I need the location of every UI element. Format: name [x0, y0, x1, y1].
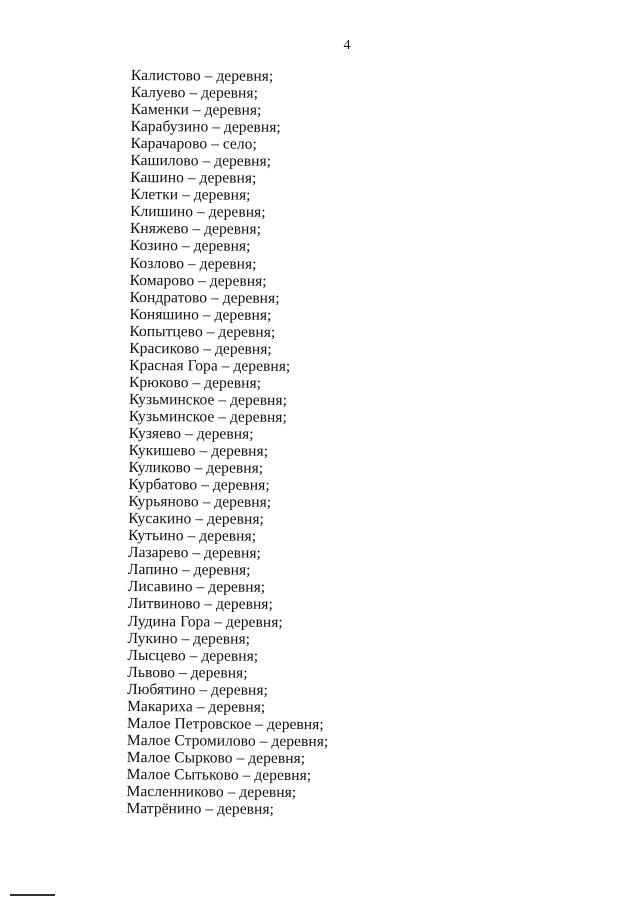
list-item: Малое Петровское – деревня; [126, 714, 324, 733]
list-item: Масленниково – деревня; [126, 782, 297, 801]
list-item: Клишино – деревня; [130, 203, 266, 222]
list-item: Малое Сырково – деревня; [126, 748, 306, 767]
page-number: 4 [343, 38, 351, 53]
list-item: Лапино – деревня; [127, 561, 251, 580]
list-item: Красная Гора – деревня; [129, 356, 291, 375]
list-item: Козино – деревня; [129, 237, 251, 256]
list-item: Лазарево – деревня; [127, 544, 261, 563]
list-item: Литвиново – деревня; [127, 595, 273, 614]
footer-rule [10, 894, 55, 896]
list-item: Лисавино – деревня; [127, 578, 266, 597]
list-item: Карабузино – деревня; [130, 118, 281, 137]
list-item: Клетки – деревня; [130, 186, 251, 205]
list-item: Кузяево – деревня; [128, 424, 254, 443]
list-item: Копытцево – деревня; [129, 322, 276, 341]
list-item: Малое Сытьково – деревня; [126, 765, 312, 785]
list-item: Львово – деревня; [127, 663, 248, 682]
list-item: Кузьминское – деревня; [128, 407, 287, 426]
list-item: Кондратово – деревня; [129, 288, 280, 307]
list-item: Карачарово – село; [130, 135, 257, 153]
list-item: Крюково – деревня; [129, 373, 262, 392]
list-item: Лудина Гора – деревня; [127, 612, 283, 631]
list-item: Лукино – деревня; [127, 629, 251, 648]
list-item: Лысцево – деревня; [127, 646, 259, 665]
list-item: Красиково – деревня; [129, 339, 272, 358]
list-item: Коняшино – деревня; [129, 305, 272, 324]
list-item: Каменки – деревня; [130, 101, 262, 119]
list-item: Куликово – деревня; [128, 459, 264, 477]
list-item: Козлово – деревня; [129, 254, 257, 273]
list-item: Макариха – деревня; [127, 697, 266, 716]
list-item: Курьяново – деревня; [128, 493, 272, 512]
list-item: Кашино – деревня; [130, 169, 257, 188]
list-item: Кашилово – деревня; [130, 152, 272, 171]
list-item: Кутьино – деревня; [128, 527, 257, 546]
list-item: Кузьминское – деревня; [128, 390, 288, 409]
list-item: Калуево – деревня; [130, 84, 259, 102]
list-item: Матрёнино – деревня; [126, 800, 274, 818]
list-item: Кукишево – деревня; [128, 442, 269, 460]
list-item: Курбатово – деревня; [128, 476, 270, 494]
list-item: Малое Стромилово – деревня; [126, 731, 329, 751]
list-item: Калистово – деревня; [130, 67, 274, 85]
list-item: Комарово – деревня; [129, 271, 267, 290]
settlement-list [126, 67, 332, 818]
list-item: Любятино – деревня; [127, 680, 268, 699]
list-item: Княжево – деревня; [129, 220, 262, 239]
list-item: Кусакино – деревня; [128, 510, 264, 529]
